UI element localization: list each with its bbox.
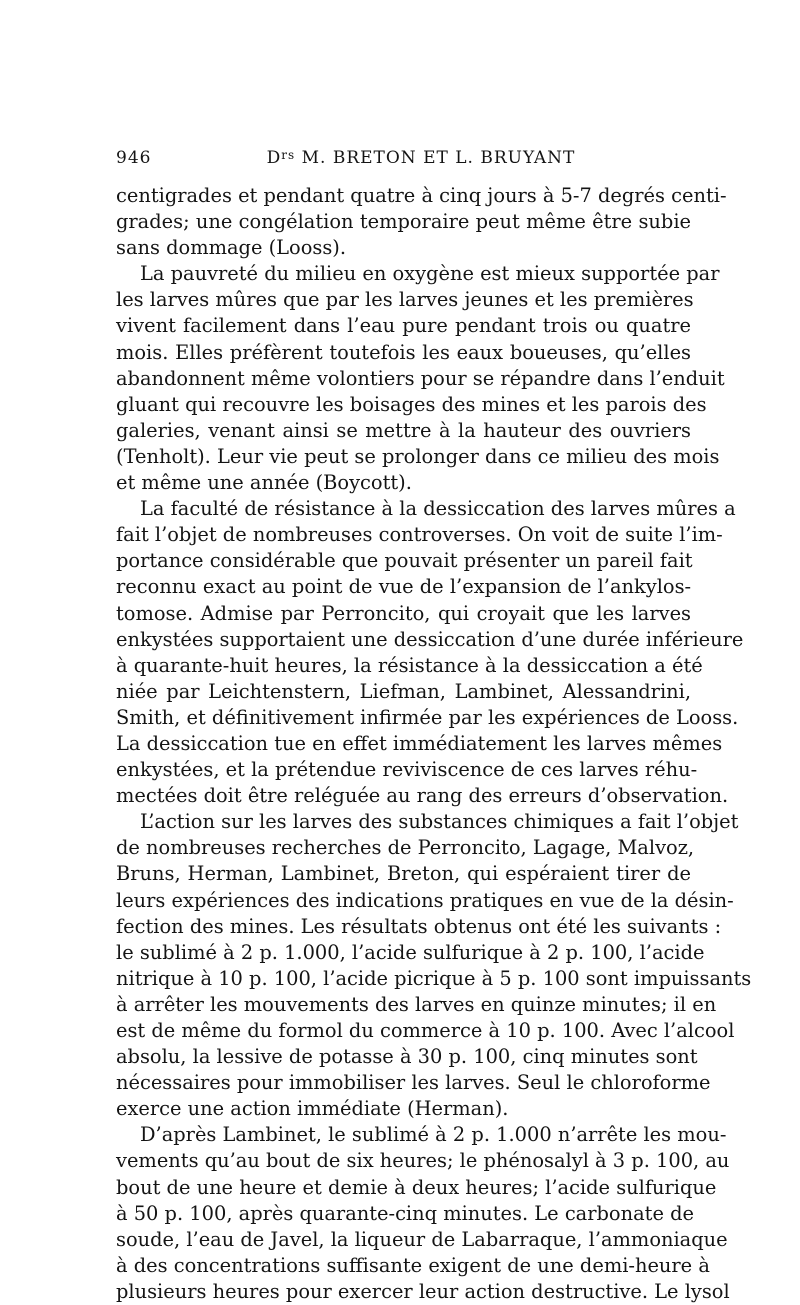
text-line: leurs expériences des indications pratiques en vue de la désin-	[116, 888, 734, 912]
text-line: bout de une heure et demie à deux heures; l’acide sulfurique	[116, 1175, 717, 1199]
text-line: La dessiccation tue en effet immédiatement les larves mêmes	[116, 731, 723, 755]
title-main: M. BRETON ET L. BRUYANT	[295, 148, 576, 168]
text-line: gluant qui recouvre les boisages des mines et les parois des	[116, 392, 707, 416]
text-line: à quarante-huit heures, la résistance à la dessiccation a été	[116, 653, 703, 677]
text-line: Smith, et définitivement infirmée par les expériences de Looss.	[116, 705, 739, 729]
text-line: reconnu exact au point de vue de l’expansion de l’ankylos-	[116, 575, 692, 599]
running-head	[116, 148, 696, 172]
text-line: nitrique à 10 p. 100, l’acide picrique à 5 p. 100 sont impuissants	[116, 966, 752, 990]
text-line: niée par Leichtenstern, Liefman, Lambinet, Alessandrini,	[116, 679, 691, 703]
text-line: fection des mines. Les résultats obtenus ont été les suivants :	[116, 914, 722, 938]
text-line: à des concentrations suffisante exigent de une demi-heure à	[116, 1253, 710, 1277]
running-title	[116, 148, 696, 168]
text-line: vements qu’au bout de six heures; le phénosalyl à 3 p. 100, au	[116, 1149, 730, 1173]
text-line: enkystées supportaient une dessiccation d’une durée inférieure	[116, 627, 744, 651]
text-line: Bruns, Herman, Lambinet, Breton, qui espéraient tirer de	[116, 862, 691, 886]
text-line: à 50 p. 100, après quarante-cinq minutes. Le carbonate de	[116, 1201, 694, 1225]
text-line: sans dommage (Looss).	[116, 236, 347, 260]
text-line: galeries, venant ainsi se mettre à la hauteur des ouvriers	[116, 418, 691, 442]
text-line: tomose. Admise par Perroncito, qui croyait que les larves	[116, 601, 691, 625]
text-line: (Tenholt). Leur vie peut se prolonger dans ce milieu des mois	[116, 444, 720, 468]
text-line: nécessaires pour immobiliser les larves. Seul le chloroforme	[116, 1071, 711, 1095]
text-line: La faculté de résistance à la dessiccation des larves mûres a	[140, 497, 736, 521]
text-line: D’après Lambinet, le sublimé à 2 p. 1.000 n’arrête les mou-	[140, 1123, 727, 1147]
text-line: soude, l’eau de Javel, la liqueur de Labarraque, l’ammoniaque	[116, 1227, 728, 1251]
title-prefix: D	[266, 148, 282, 168]
text-line: centigrades et pendant quatre à cinq jours à 5-7 degrés centi-	[116, 184, 727, 207]
text-line: exerce une action immédiate (Herman).	[116, 1097, 509, 1121]
text-line: fait l’objet de nombreuses controverses. On voit de suite l’im-	[116, 523, 723, 547]
body-text	[116, 183, 752, 1305]
title-superscript: rs	[281, 148, 296, 162]
text-line: La pauvreté du milieu en oxygène est mieux supportée par	[140, 262, 720, 286]
text-line: plusieurs heures pour exercer leur action destructive. Le lysol	[116, 1279, 730, 1303]
text-line: et même une année (Boycott).	[116, 471, 412, 495]
text-line: enkystées, et la prétendue reviviscence de ces larves réhu-	[116, 758, 698, 782]
text-line: grades; une congélation temporaire peut même être subie	[116, 210, 691, 234]
text-line: les larves mûres que par les larves jeunes et les premières	[116, 288, 694, 312]
text-line: à arrêter les mouvements des larves en quinze minutes; il en	[116, 992, 717, 1016]
text-line: abandonnent même volontiers pour se répandre dans l’enduit	[116, 366, 725, 390]
text-line: absolu, la lessive de potasse à 30 p. 100, cinq minutes sont	[116, 1045, 698, 1069]
page-number: 946	[116, 148, 152, 168]
text-line: mectées doit être reléguée au rang des erreurs d’observation.	[116, 784, 729, 808]
text-line: de nombreuses recherches de Perroncito, Lagage, Malvoz,	[116, 836, 695, 860]
text-line: L’action sur les larves des substances chimiques a fait l’objet	[140, 810, 739, 834]
text-line: le sublimé à 2 p. 1.000, l’acide sulfurique à 2 p. 100, l’acide	[116, 940, 705, 964]
text-line: mois. Elles préfèrent toutefois les eaux boueuses, qu’elles	[116, 340, 691, 364]
text-line: portance considérable que pouvait présenter un pareil fait	[116, 549, 693, 573]
text-line: est de même du formol du commerce à 10 p. 100. Avec l’alcool	[116, 1019, 735, 1042]
text-line: vivent facilement dans l’eau pure pendant trois ou quatre	[116, 314, 691, 338]
